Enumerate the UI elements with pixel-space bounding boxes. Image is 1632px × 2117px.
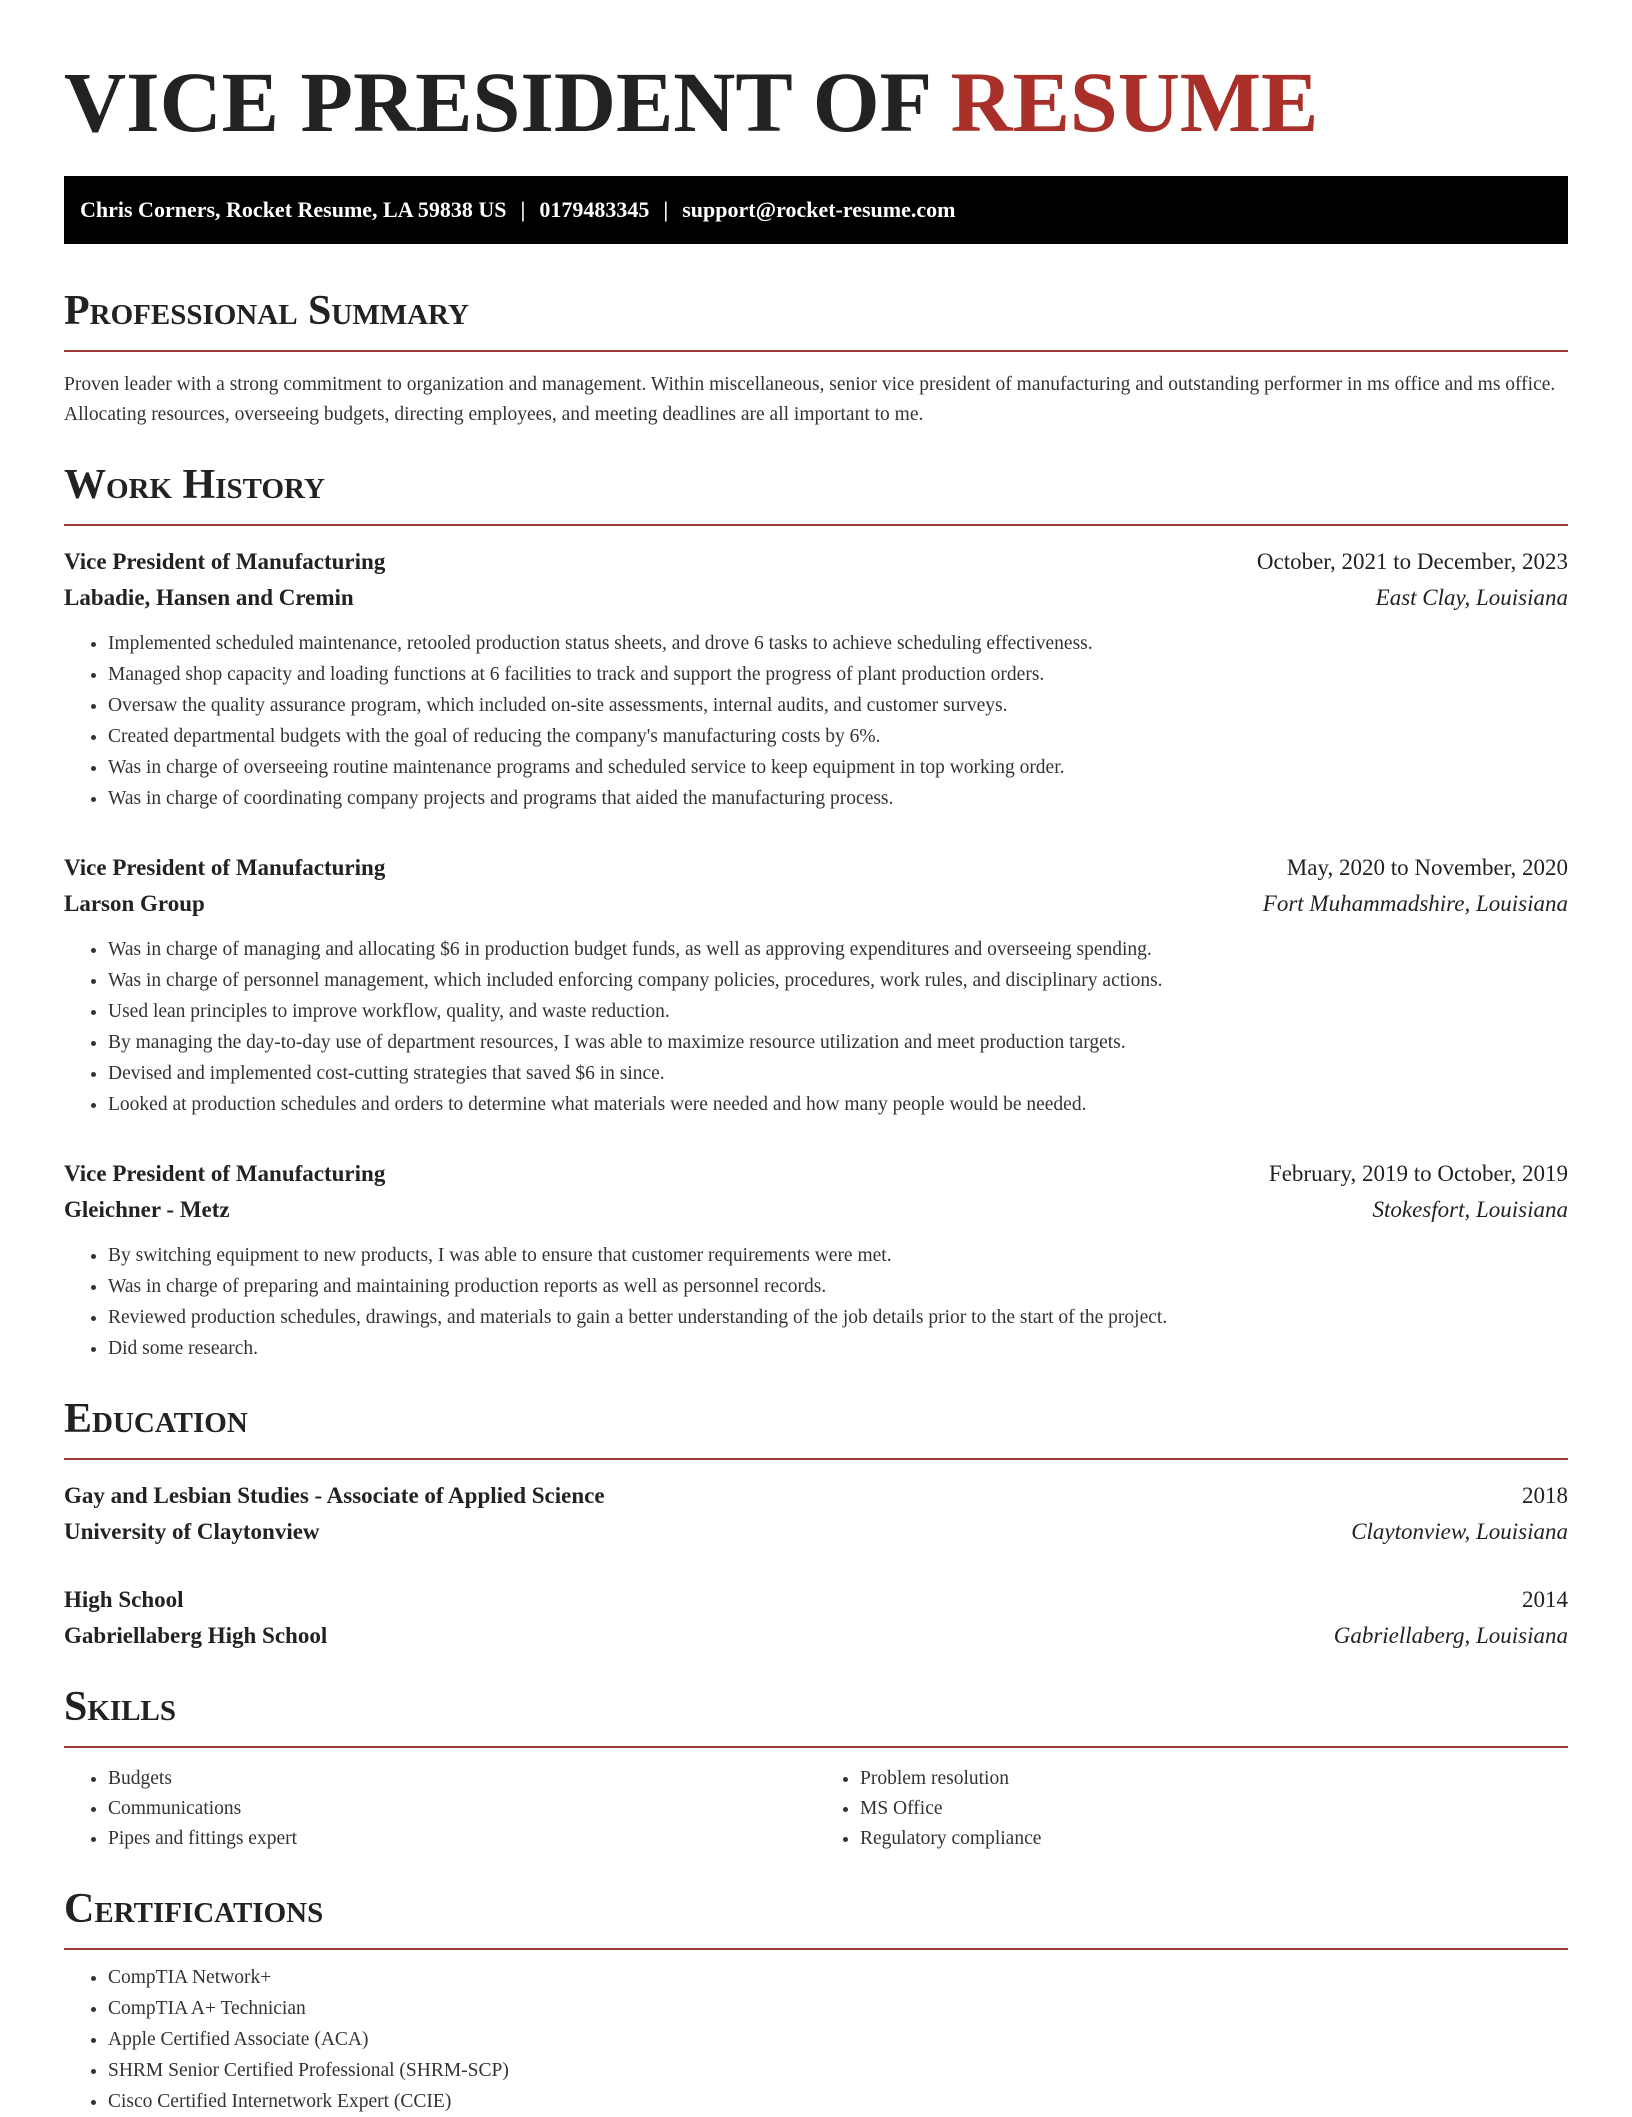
title-main: VICE PRESIDENT OF (64, 54, 951, 150)
job-company: Gleichner - Metz (64, 1197, 230, 1222)
contact-bar (64, 176, 1568, 244)
certification-item: • Apple Certified Associate (ACA) (108, 2024, 1568, 2055)
skill-item: • Communications (108, 1794, 816, 1824)
list-item: • Devised and implemented cost-cutting strategies that saved $6 in since. (108, 1058, 1568, 1089)
skill-item: • Problem resolution (860, 1764, 1568, 1794)
list-item: • Reviewed production schedules, drawings, and materials to gain a better understanding of the job details prior to the start of the project. (108, 1302, 1568, 1333)
education-location: Gabriellaberg, Louisiana (1333, 1623, 1568, 1648)
list-item: • Was in charge of preparing and maintaining production reports as well as personnel records. (108, 1271, 1568, 1302)
education-degree: Gay and Lesbian Studies - Associate of Applied Science (64, 1483, 605, 1508)
resume-title (64, 0, 1568, 152)
job-company: Labadie, Hansen and Cremin (64, 585, 354, 610)
job-bullets (64, 1240, 1568, 1364)
job-bullets (64, 628, 1568, 814)
section-heading-certifications: Certifications (64, 1884, 1568, 1950)
education-year: 2018 (1522, 1483, 1568, 1508)
list-item: • Looked at production schedules and orders to determine what materials were needed and how many people would be needed. (108, 1089, 1568, 1120)
certification-item: • SHRM Senior Certified Professional (SHRM-SCP) (108, 2055, 1568, 2086)
job-location: East Clay, Louisiana (1375, 585, 1568, 610)
skill-item: • Budgets (108, 1764, 816, 1794)
resume-page (64, 0, 1568, 2117)
skill-item: • Pipes and fittings expert (108, 1824, 816, 1854)
list-item: • Was in charge of personnel management, which included enforcing company policies, procedures, work rules, and disciplinary actions. (108, 965, 1568, 996)
title-accent: RESUME (950, 54, 1319, 150)
education-degree: High School (64, 1587, 184, 1612)
contact-separator: | (663, 197, 669, 222)
skill-item: • MS Office (860, 1794, 1568, 1824)
job-location: Stokesfort, Louisiana (1372, 1197, 1568, 1222)
section-heading-education: Education (64, 1394, 1568, 1460)
skills-list (64, 1764, 1568, 1854)
section-heading-summary: Professional Summary (64, 286, 1568, 352)
job-dates: February, 2019 to October, 2019 (1268, 1161, 1568, 1186)
education-entry (64, 1478, 1568, 1550)
education-year: 2014 (1522, 1587, 1568, 1612)
skills-column-left (64, 1764, 816, 1854)
job-company: Larson Group (64, 891, 205, 916)
job-dates: May, 2020 to November, 2020 (1286, 855, 1568, 880)
education-school: Gabriellaberg High School (64, 1623, 328, 1648)
education-location: Claytonview, Louisiana (1351, 1519, 1568, 1544)
list-item: • Used lean principles to improve workflow, quality, and waste reduction. (108, 996, 1568, 1027)
job-entry (64, 850, 1568, 1120)
job-title: Vice President of Manufacturing (64, 1161, 386, 1186)
job-dates: October, 2021 to December, 2023 (1256, 549, 1568, 574)
certification-item: • CompTIA A+ Technician (108, 1993, 1568, 2024)
contact-separator: | (520, 197, 526, 222)
summary-text: Proven leader with a strong commitment to organization and management. Within miscellaneous, senior vice president of manufacturing and outstanding performer in ms office and ms office. Allocating resources, overseeing budgets, directing employees, and meeting deadlines are all important to me. (64, 374, 1556, 425)
education-school: University of Claytonview (64, 1519, 320, 1544)
list-item: • Implemented scheduled maintenance, retooled production status sheets, and drove 6 tasks to achieve scheduling effectiveness. (108, 628, 1568, 659)
job-entry (64, 1156, 1568, 1364)
certification-item: • CompTIA Network+ (108, 1962, 1568, 1993)
skill-item: • Regulatory compliance (860, 1824, 1568, 1854)
list-item: • Oversaw the quality assurance program, which included on-site assessments, internal audits, and customer surveys. (108, 690, 1568, 721)
list-item: • By switching equipment to new products, I was able to ensure that customer requirements were met. (108, 1240, 1568, 1271)
list-item: • Was in charge of coordinating company projects and programs that aided the manufacturing process. (108, 783, 1568, 814)
job-bullets (64, 934, 1568, 1120)
job-entry (64, 544, 1568, 814)
list-item: • Created departmental budgets with the goal of reducing the company's manufacturing costs by 6%. (108, 721, 1568, 752)
job-title: Vice President of Manufacturing (64, 549, 386, 574)
certifications-list (64, 1962, 1568, 2117)
skills-column-right (816, 1764, 1568, 1854)
list-item: • Was in charge of overseeing routine maintenance programs and scheduled service to keep equipment in top working order. (108, 752, 1568, 783)
list-item: • By managing the day-to-day use of department resources, I was able to maximize resource utilization and meet production targets. (108, 1027, 1568, 1058)
section-heading-work-history: Work History (64, 460, 1568, 526)
list-item: • Managed shop capacity and loading functions at 6 facilities to track and support the progress of plant production orders. (108, 659, 1568, 690)
job-location: Fort Muhammadshire, Louisiana (1262, 891, 1568, 916)
contact-phone[interactable]: 0179483345 (539, 197, 650, 222)
list-item: • Was in charge of managing and allocating $6 in production budget funds, as well as approving expenditures and overseeing spending. (108, 934, 1568, 965)
certification-item: • Cisco Certified Internetwork Expert (CCIE) (108, 2086, 1568, 2117)
education-entry (64, 1582, 1568, 1654)
contact-email[interactable]: support@rocket-resume.com (682, 197, 956, 222)
job-title: Vice President of Manufacturing (64, 855, 386, 880)
list-item: • Did some research. (108, 1333, 1568, 1364)
contact-address: Chris Corners, Rocket Resume, LA 59838 US (80, 197, 507, 222)
section-heading-skills: Skills (64, 1682, 1568, 1748)
